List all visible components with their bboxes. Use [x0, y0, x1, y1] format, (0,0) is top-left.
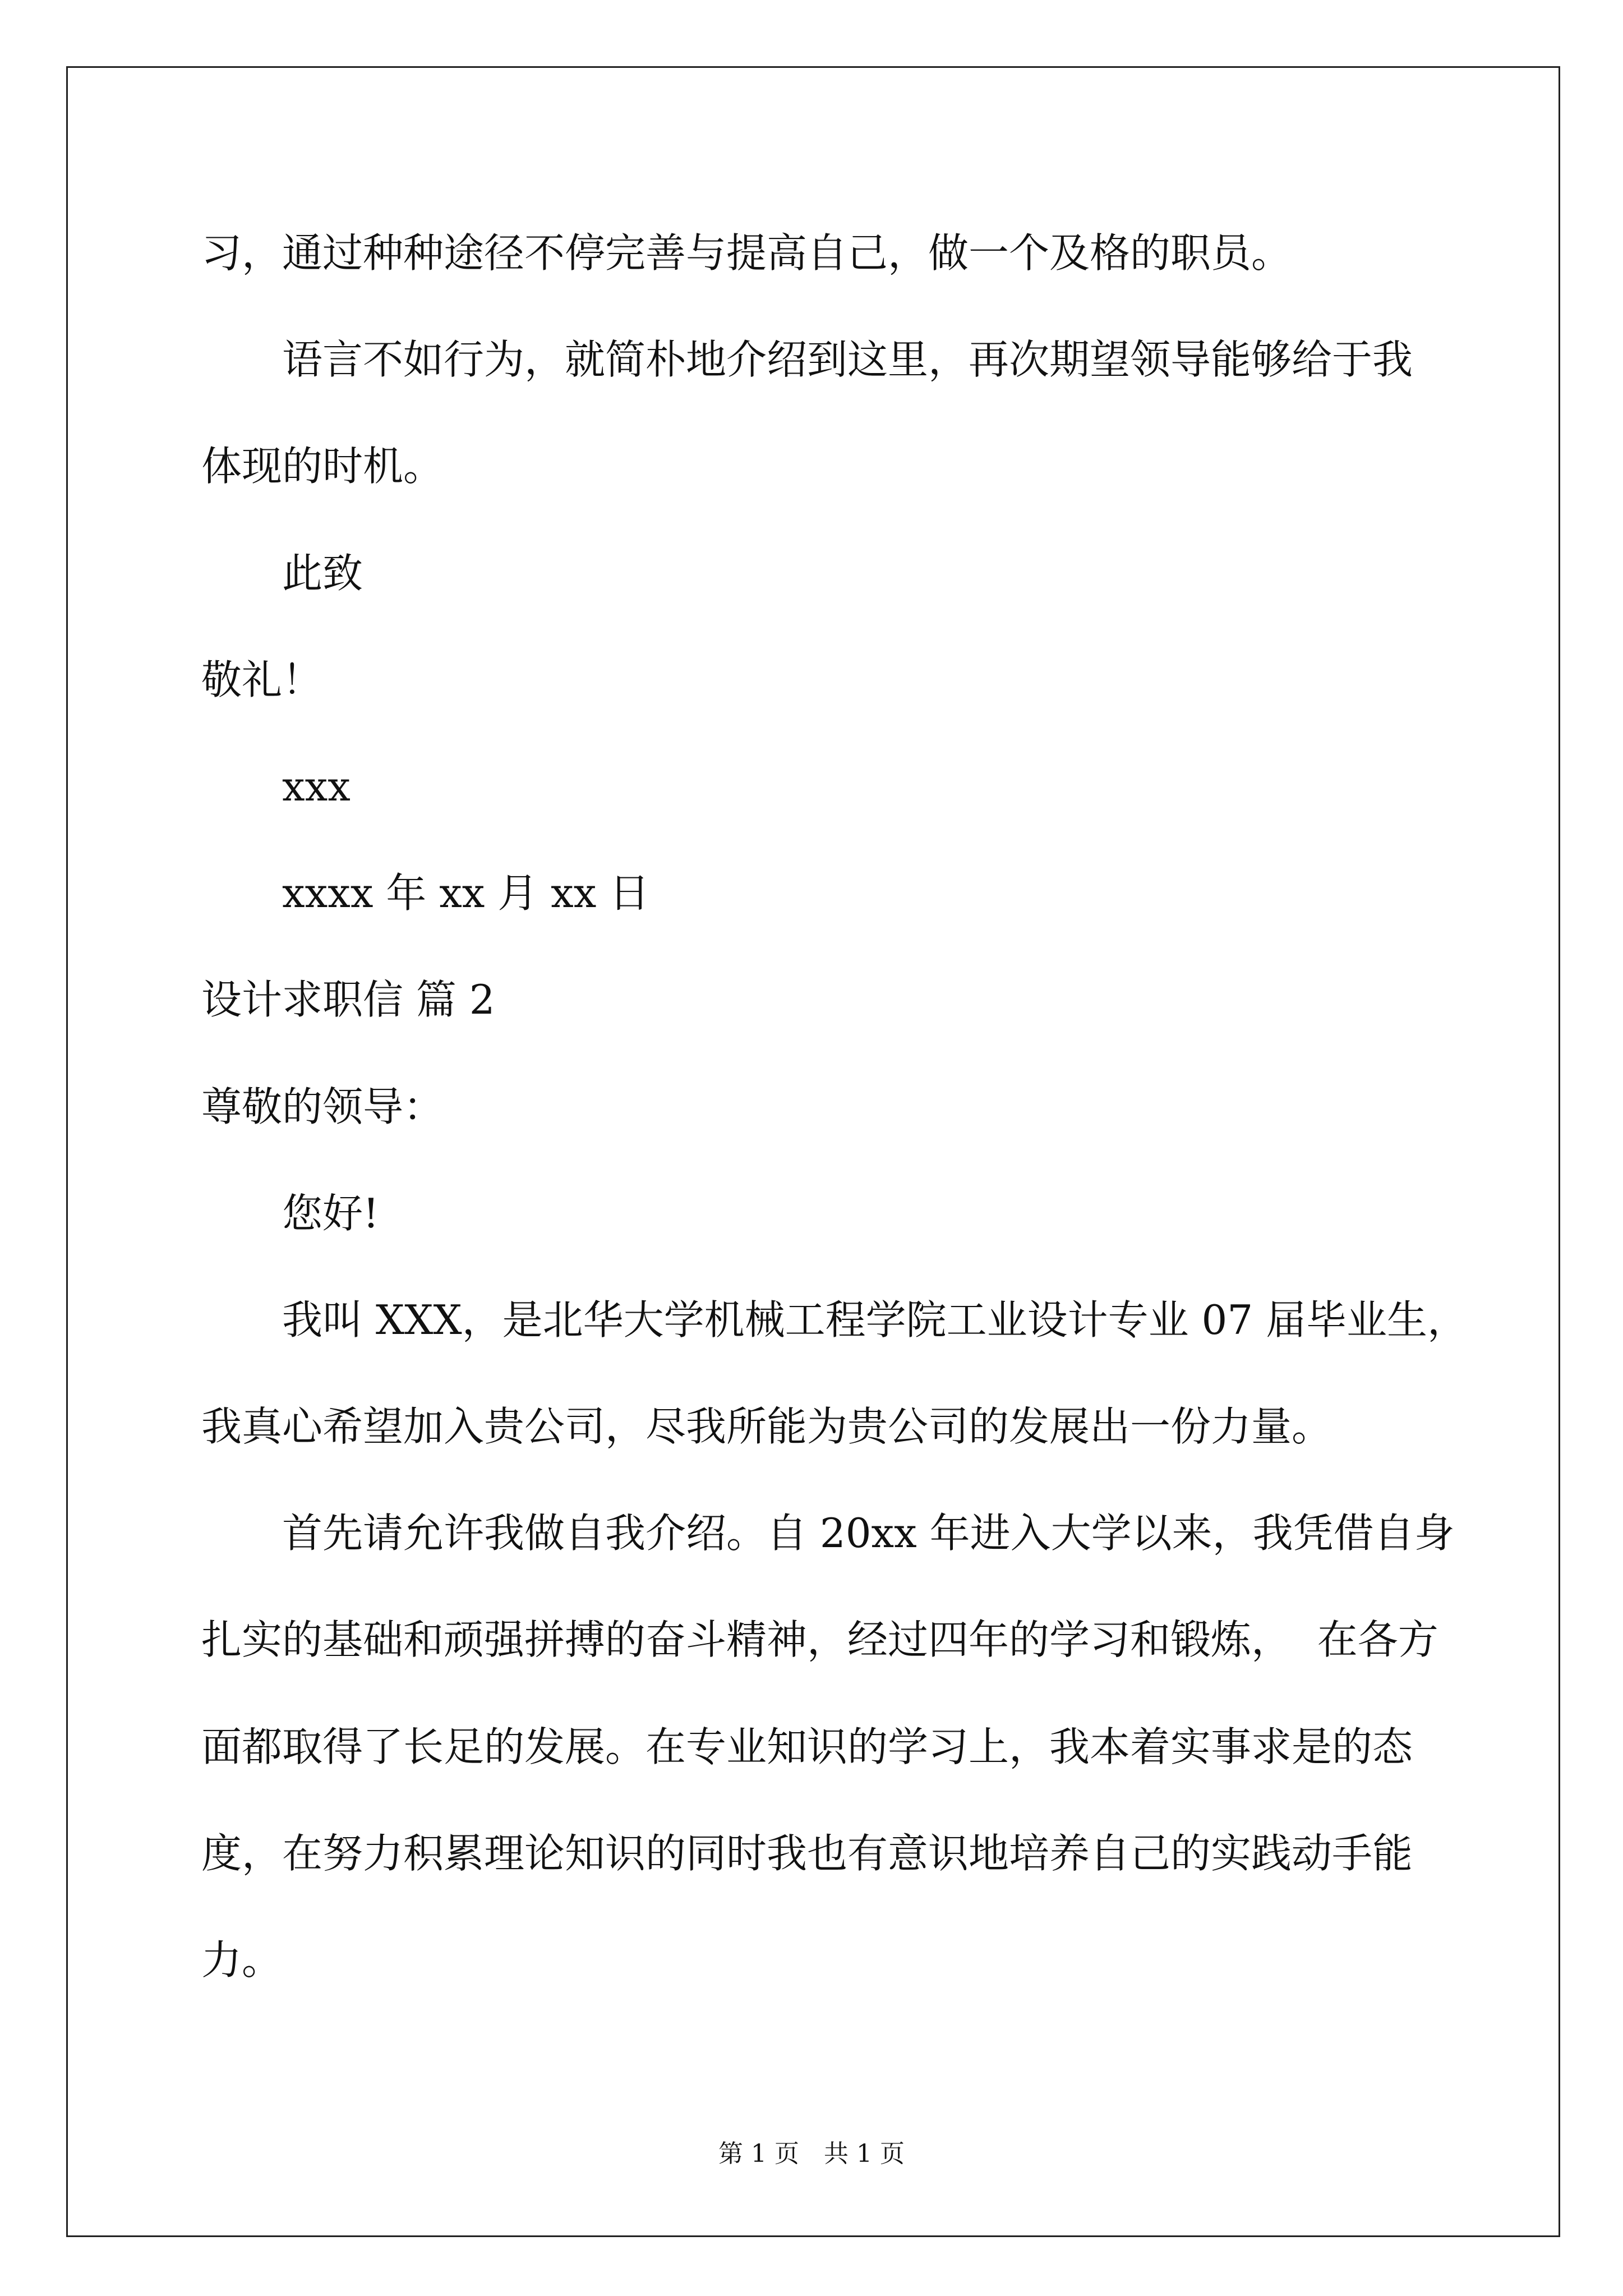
- greeting: 您好!: [282, 1189, 379, 1237]
- text-line: 我真心希望加入贵公司，尽我所能为贵公司的发展出一份力量。: [201, 1403, 1332, 1451]
- section-heading: 设计求职信 篇 2: [201, 976, 495, 1024]
- text-line: 面都取得了长足的发展。在专业知识的学习上，我本着实事求是的态: [201, 1723, 1413, 1770]
- text-line: 体现的时机。: [201, 443, 444, 490]
- text-line: 扎实的基础和顽强拼搏的奋斗精神，经过四年的学习和锻炼， 在各方: [201, 1616, 1438, 1664]
- text-line: 语言不如行为，就简朴地介绍到这里，再次期望领导能够给于我: [282, 336, 1413, 384]
- signature-name: xxx: [282, 762, 351, 810]
- text-line: 我叫 XXX，是北华大学机械工程学院工业设计专业 07 届毕业生，: [282, 1296, 1468, 1343]
- text-line: 习，通过种种途径不停完善与提高自己，做一个及格的职员。: [201, 229, 1292, 277]
- greeting-addressee: 尊敬的领导：: [201, 1083, 444, 1130]
- text-line: 首先请允许我做自我介绍。自 20xx 年进入大学以来，我凭借自身: [282, 1510, 1455, 1557]
- page-footer: 第 1 页 共 1 页: [718, 2139, 905, 2168]
- closing-regards: 敬礼！: [201, 656, 323, 703]
- signature-date: xxxx 年 xx 月 xx 日: [282, 869, 650, 917]
- text-line: 力。: [201, 1936, 283, 1984]
- text-line: 度，在努力积累理论知识的同时我也有意识地培养自己的实践动手能: [201, 1829, 1413, 1877]
- closing-salutation: 此致: [282, 549, 363, 597]
- document-body: [201, 200, 1491, 2013]
